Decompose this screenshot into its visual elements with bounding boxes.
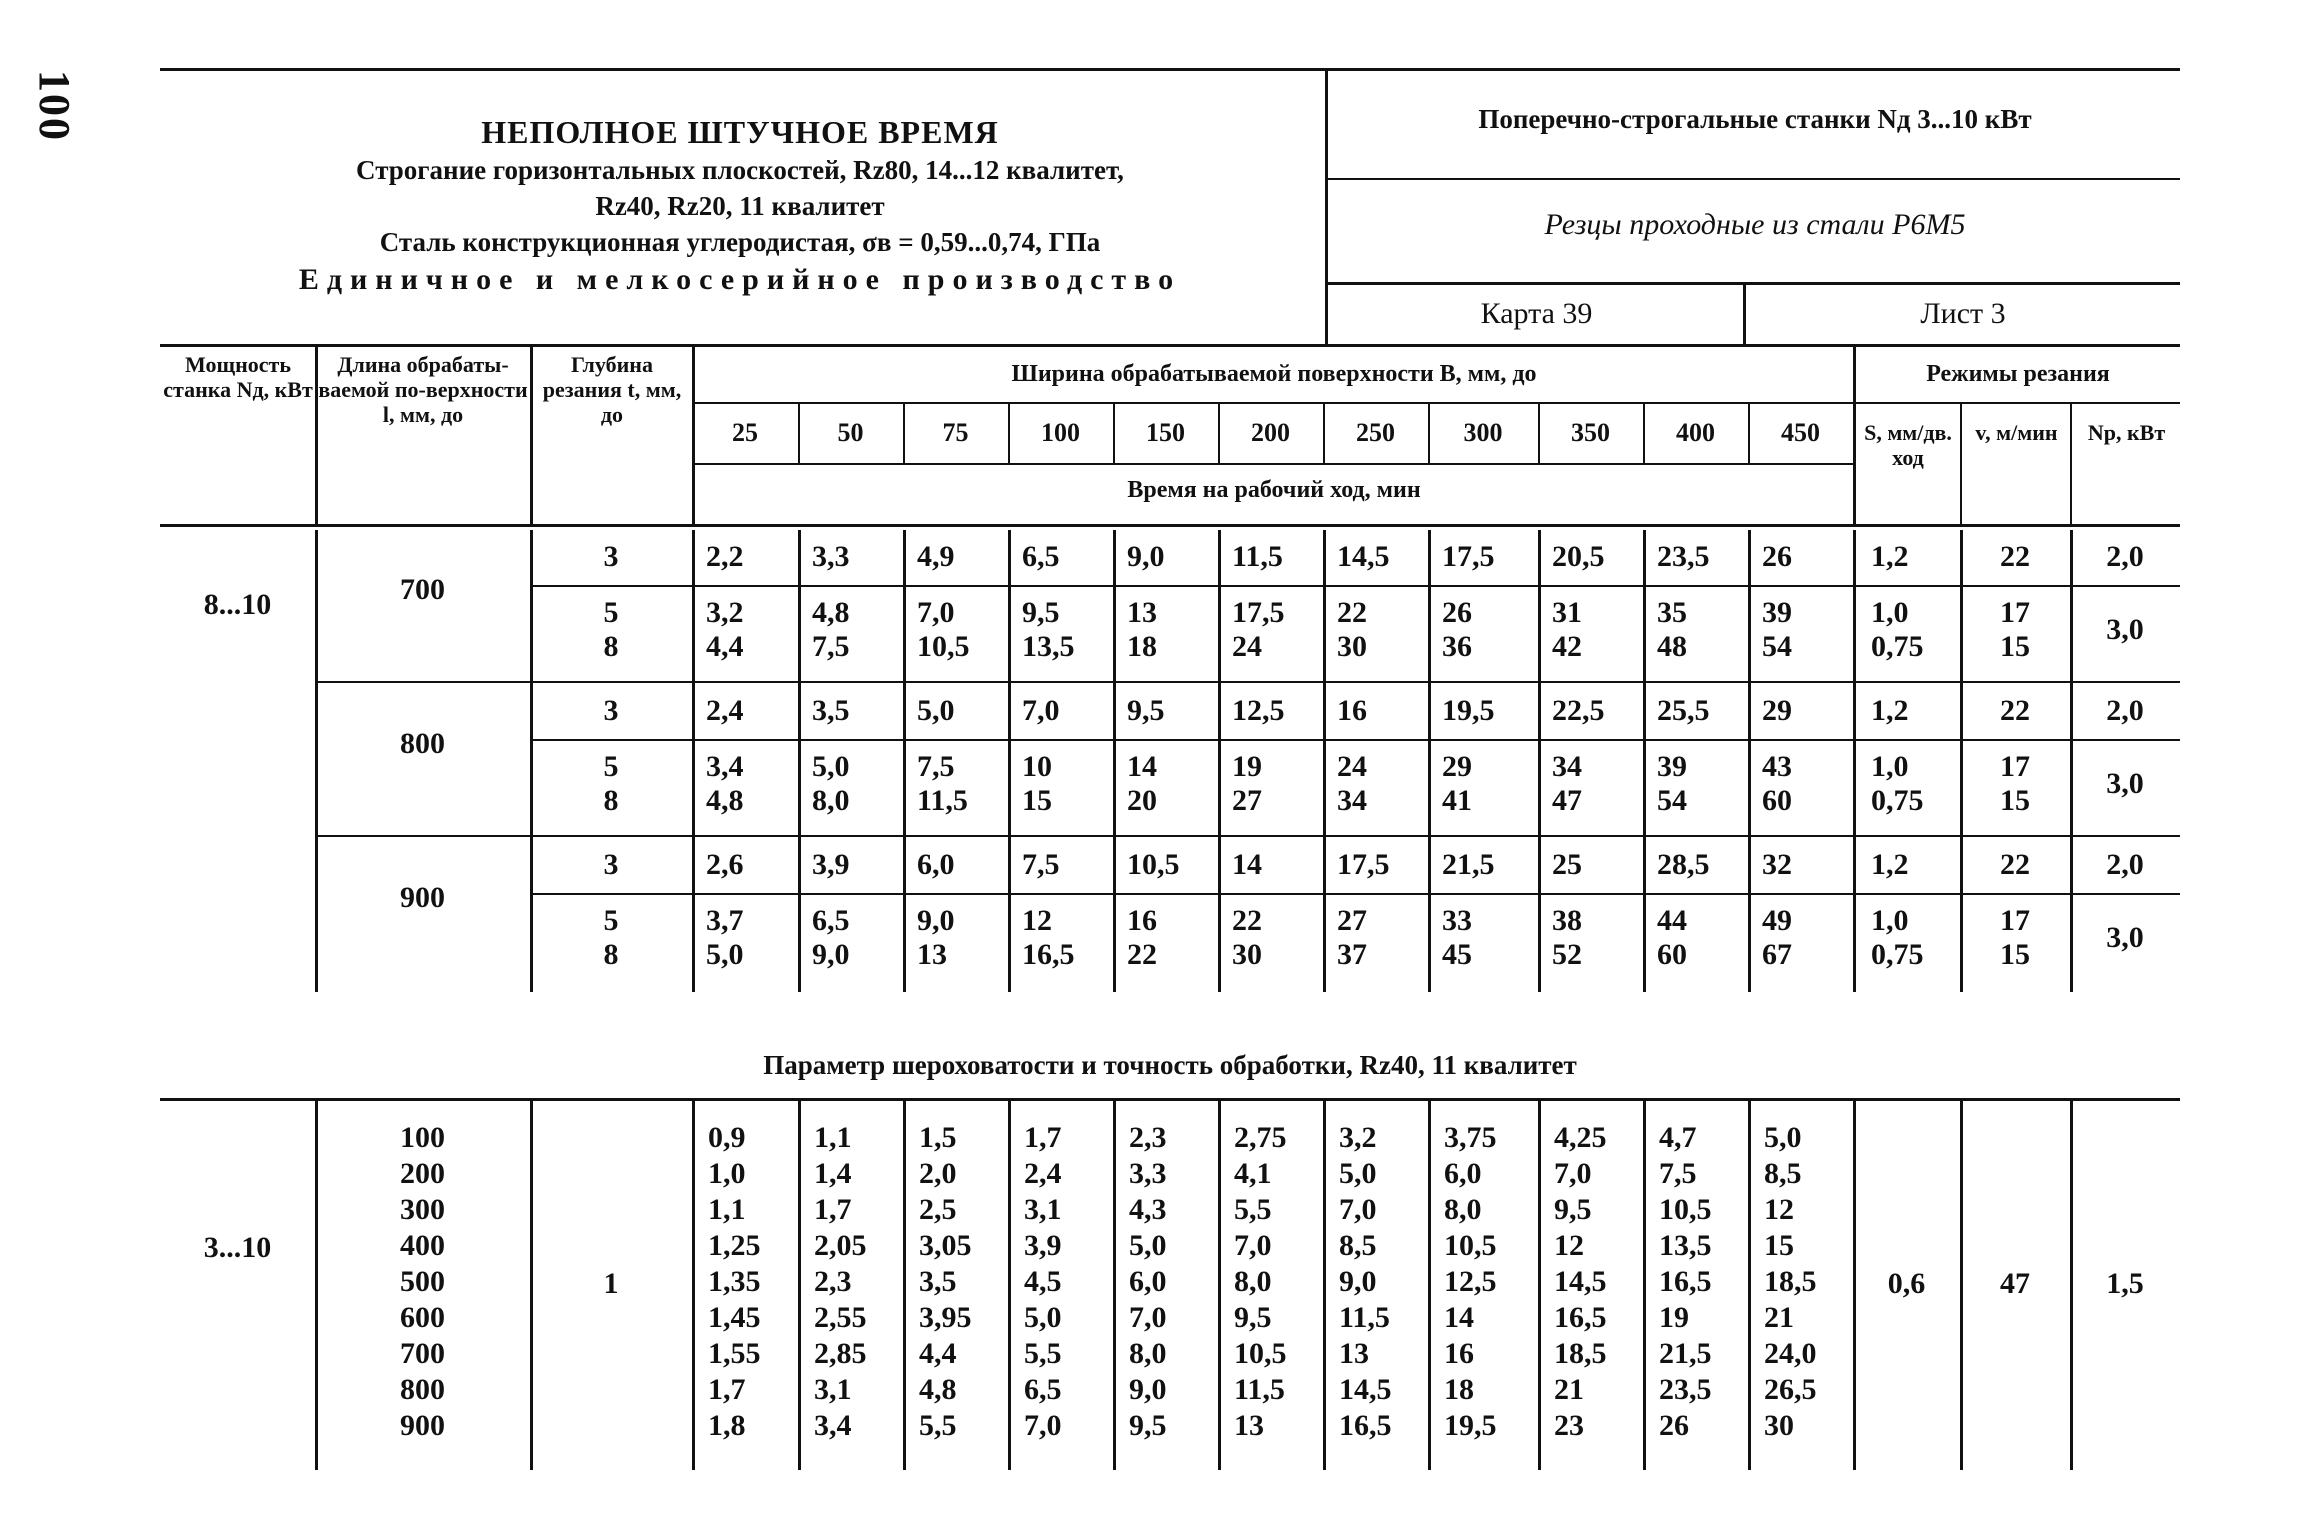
time-g1-r0-c8: 22,5 — [1552, 694, 1605, 727]
table-2-top-rule — [160, 1098, 2180, 1101]
t2-vline-12 — [1643, 1098, 1646, 1470]
time-g1-r1-c5: 19 27 — [1232, 750, 1262, 817]
t2-vline-5 — [903, 1098, 906, 1470]
time-g1-r1-c2: 7,5 11,5 — [917, 750, 968, 817]
title-sub-1: Строгание горизонтальных плоскостей, Rz80, 14...12 квалитет, — [356, 155, 1124, 185]
right-rule-2 — [1325, 282, 2180, 285]
time-g2-r0-c4: 10,5 — [1127, 848, 1180, 881]
time-g1-r0-c5: 12,5 — [1232, 694, 1285, 727]
row-rule-g0-r1 — [530, 681, 2180, 683]
s-g1-r0: 1,2 — [1871, 694, 1909, 727]
power-table-2: 3...10 — [203, 1231, 272, 1264]
width-value-300: 300 — [1463, 418, 1503, 447]
time-g0-r1-c2: 7,0 10,5 — [917, 596, 970, 663]
time-g1-r1-c4: 14 20 — [1127, 750, 1157, 817]
time-g2-r1-c6: 27 37 — [1337, 904, 1367, 971]
width-group-rule — [692, 402, 1860, 404]
modes-group-rule — [1853, 402, 2180, 404]
body-vline-9 — [1323, 530, 1326, 992]
title-divider — [1325, 68, 1328, 344]
time-g2-r1-c0: 3,7 5,0 — [706, 904, 744, 971]
t2-time-col-4: 2,3 3,3 4,3 5,0 6,0 7,0 8,0 9,0 9,5 — [1129, 1121, 1167, 1442]
body-vline-3 — [692, 530, 695, 992]
t2-time-col-6: 3,2 5,0 7,0 8,5 9,0 11,5 13 14,5 16,5 — [1339, 1121, 1392, 1442]
time-g2-r0-c6: 17,5 — [1337, 848, 1390, 881]
title-sub-2: Rz40, Rz20, 11 квалитет — [595, 191, 885, 221]
col-header-power: Мощность станка Nд, кВт — [163, 352, 313, 402]
table-1-top-rule — [160, 344, 2180, 347]
machine-type: Поперечно-строгальные станки Nд 3...10 кВт — [1478, 104, 2032, 134]
col-header-length: Длина обрабаты-ваемой по-верхности l, мм, до — [318, 352, 528, 427]
time-g1-r1-c7: 29 41 — [1442, 750, 1472, 817]
time-g0-r1-c7: 26 36 — [1442, 596, 1472, 663]
s-table-2: 0,6 — [1887, 1267, 1926, 1300]
length-g0: 700 — [400, 573, 445, 606]
t2-vline-3 — [692, 1098, 695, 1470]
row-rule-g0-r0 — [530, 585, 2180, 587]
time-g1-r0-c10: 29 — [1762, 694, 1792, 727]
time-g0-r1-c8: 31 42 — [1552, 596, 1582, 663]
t2-vline-8 — [1218, 1098, 1221, 1470]
title-production: Единичное и мелкосерийное производство — [298, 263, 1182, 296]
col-header-modes: Режимы резания — [1926, 361, 2110, 387]
time-g2-r0-c3: 7,5 — [1022, 848, 1060, 881]
t2-time-col-9: 4,7 7,5 10,5 13,5 16,5 19 21,5 23,5 26 — [1659, 1121, 1712, 1442]
s-g0-r0: 1,2 — [1871, 540, 1909, 573]
time-g0-r0-c4: 9,0 — [1127, 540, 1165, 573]
col-header-time: Время на рабочий ход, мин — [1127, 477, 1421, 503]
t2-vline-11 — [1538, 1098, 1541, 1470]
np-g1-r1: 3,0 — [2106, 767, 2144, 800]
time-g2-r0-c10: 32 — [1762, 848, 1792, 881]
time-g0-r1-c0: 3,2 4,4 — [706, 596, 744, 663]
t2-time-col-0: 0,9 1,0 1,1 1,25 1,35 1,45 1,55 1,7 1,8 — [708, 1121, 761, 1442]
time-g2-r1-c2: 9,0 13 — [917, 904, 955, 971]
v-g1-r0: 22 — [2000, 694, 2030, 727]
time-g1-r1-c0: 3,4 4,8 — [706, 750, 744, 817]
depth-table-2: 1 — [603, 1267, 619, 1300]
t2-vline-9 — [1323, 1098, 1326, 1470]
depth-g0-r0: 3 — [603, 540, 619, 573]
width-col-vline-14 — [1853, 404, 1855, 464]
time-g1-r0-c3: 7,0 — [1022, 694, 1060, 727]
length-group-rule-1 — [315, 835, 530, 837]
modes-vline-np — [2070, 404, 2072, 527]
width-value-200: 200 — [1251, 418, 1290, 447]
power-table-1: 8...10 — [203, 588, 272, 621]
width-value-250: 250 — [1356, 418, 1395, 447]
top-rule — [160, 68, 2180, 71]
row-rule-g1-r1 — [530, 835, 2180, 837]
s-g0-r1: 1,0 0,75 — [1871, 596, 1924, 663]
time-g0-r1-c5: 17,5 24 — [1232, 596, 1285, 663]
width-value-25: 25 — [732, 418, 758, 447]
title-material: Сталь конструкционная углеродистая, σв = 0,59...0,74, ГПа — [379, 227, 1101, 257]
width-value-400: 400 — [1676, 418, 1715, 447]
time-g1-r1-c6: 24 34 — [1337, 750, 1367, 817]
tool-type: Резцы проходные из стали Р6М5 — [1544, 208, 1966, 241]
time-g0-r0-c0: 2,2 — [706, 540, 744, 573]
table-1-header-bottom-rule — [160, 524, 2180, 527]
time-g2-r0-c1: 3,9 — [812, 848, 850, 881]
time-g1-r1-c8: 34 47 — [1552, 750, 1582, 817]
depth-g2-r0: 3 — [603, 848, 619, 881]
row-rule-g2-r0 — [530, 893, 2180, 895]
time-g1-r0-c6: 16 — [1337, 694, 1367, 727]
time-g1-r0-c7: 19,5 — [1442, 694, 1495, 727]
time-g2-r0-c9: 28,5 — [1657, 848, 1710, 881]
time-g2-r1-c9: 44 60 — [1657, 904, 1687, 971]
width-values-rule — [692, 463, 1853, 465]
modes-vline-v — [1960, 404, 1962, 527]
time-g0-r0-c2: 4,9 — [917, 540, 955, 573]
time-g1-r1-c3: 10 15 — [1022, 750, 1052, 817]
time-g2-r1-c10: 49 67 — [1762, 904, 1792, 971]
body-vline-4 — [798, 530, 801, 992]
time-g2-r1-c4: 16 22 — [1127, 904, 1157, 971]
lengths-table-2: 100 200 300 400 500 600 700 800 900 — [400, 1121, 445, 1442]
time-g1-r1-c1: 5,0 8,0 — [812, 750, 850, 817]
v-g2-r0: 22 — [2000, 848, 2030, 881]
t2-vline-10 — [1428, 1098, 1431, 1470]
body-vline-5 — [903, 530, 906, 992]
time-g1-r0-c4: 9,5 — [1127, 694, 1165, 727]
width-value-75: 75 — [942, 418, 969, 447]
np-g1-r0: 2,0 — [2106, 694, 2144, 727]
right-rule-1 — [1325, 178, 2180, 180]
length-group-rule-0 — [315, 681, 530, 683]
time-g0-r1-c1: 4,8 7,5 — [812, 596, 850, 663]
depth-g1-r0: 3 — [603, 694, 619, 727]
time-g2-r0-c7: 21,5 — [1442, 848, 1495, 881]
time-g0-r0-c1: 3,3 — [812, 540, 850, 573]
t2-time-col-1: 1,1 1,4 1,7 2,05 2,3 2,55 2,85 3,1 3,4 — [814, 1121, 867, 1442]
np-g0-r0: 2,0 — [2106, 540, 2144, 573]
time-g0-r0-c7: 17,5 — [1442, 540, 1495, 573]
time-g0-r0-c10: 26 — [1762, 540, 1792, 573]
s-g2-r1: 1,0 0,75 — [1871, 904, 1924, 971]
section-2-title: Параметр шероховатости и точность обработки, Rz40, 11 квалитет — [763, 1050, 1577, 1080]
time-g0-r0-c8: 20,5 — [1552, 540, 1605, 573]
length-g2: 900 — [400, 881, 445, 914]
t2-vline-7 — [1113, 1098, 1116, 1470]
time-g2-r0-c2: 6,0 — [917, 848, 955, 881]
col-header-depth: Глубина резания t, мм, до — [542, 352, 682, 427]
np-g2-r1: 3,0 — [2106, 921, 2144, 954]
s-g1-r1: 1,0 0,75 — [1871, 750, 1924, 817]
col-header-v: v, м/мин — [1975, 420, 2058, 445]
t2-time-col-10: 5,0 8,5 12 15 18,5 21 24,0 26,5 30 — [1764, 1121, 1817, 1442]
np-g0-r1: 3,0 — [2106, 613, 2144, 646]
body-vline-12 — [1643, 530, 1646, 992]
title-main: НЕПОЛНОЕ ШТУЧНОЕ ВРЕМЯ — [481, 114, 999, 150]
time-g0-r0-c6: 14,5 — [1337, 540, 1390, 573]
time-g1-r0-c9: 25,5 — [1657, 694, 1710, 727]
time-g2-r1-c1: 6,5 9,0 — [812, 904, 850, 971]
width-value-150: 150 — [1146, 418, 1185, 447]
time-g1-r1-c10: 43 60 — [1762, 750, 1792, 817]
time-g2-r1-c7: 33 45 — [1442, 904, 1472, 971]
width-value-350: 350 — [1571, 418, 1610, 447]
body-vline-7 — [1113, 530, 1116, 992]
length-g1: 800 — [400, 727, 445, 760]
v-g0-r1: 17 15 — [2000, 596, 2030, 663]
time-g1-r0-c2: 5,0 — [917, 694, 955, 727]
time-g2-r1-c3: 12 16,5 — [1022, 904, 1075, 971]
time-g0-r1-c6: 22 30 — [1337, 596, 1367, 663]
time-g1-r0-c0: 2,4 — [706, 694, 744, 727]
v-g1-r1: 17 15 — [2000, 750, 2030, 817]
col-header-width-group: Ширина обрабатываемой поверхности В, мм, до — [1011, 361, 1537, 387]
body-vline-11 — [1538, 530, 1541, 992]
card-number: Карта 39 — [1480, 297, 1593, 330]
v-g2-r1: 17 15 — [2000, 904, 2030, 971]
t2-vline-6 — [1008, 1098, 1011, 1470]
time-g0-r1-c9: 35 48 — [1657, 596, 1687, 663]
np-table-2: 1,5 — [2106, 1267, 2144, 1300]
depth-g1-r1: 5 8 — [603, 750, 619, 817]
time-g0-r1-c10: 39 54 — [1762, 596, 1792, 663]
t2-time-col-5: 2,75 4,1 5,5 7,0 8,0 9,5 10,5 11,5 13 — [1234, 1121, 1287, 1442]
time-g1-r0-c1: 3,5 — [812, 694, 850, 727]
title-block — [160, 112, 1320, 300]
time-g2-r0-c5: 14 — [1232, 848, 1262, 881]
time-g0-r0-c3: 6,5 — [1022, 540, 1060, 573]
time-g0-r1-c3: 9,5 13,5 — [1022, 596, 1075, 663]
time-g0-r0-c9: 23,5 — [1657, 540, 1710, 573]
body-vline-6 — [1008, 530, 1011, 992]
row-rule-g1-r0 — [530, 739, 2180, 741]
t2-time-col-8: 4,25 7,0 9,5 12 14,5 16,5 18,5 21 23 — [1554, 1121, 1607, 1442]
t2-vline-13 — [1748, 1098, 1751, 1470]
body-vline-13 — [1748, 530, 1751, 992]
time-g0-r0-c5: 11,5 — [1232, 540, 1283, 573]
v-g0-r0: 22 — [2000, 540, 2030, 573]
body-vline-14 — [1853, 530, 1856, 992]
time-g1-r1-c9: 39 54 — [1657, 750, 1687, 817]
t2-time-col-3: 1,7 2,4 3,1 3,9 4,5 5,0 5,5 6,5 7,0 — [1024, 1121, 1062, 1442]
width-value-450: 450 — [1781, 418, 1820, 447]
v-table-2: 47 — [2000, 1267, 2030, 1300]
depth-g0-r1: 5 8 — [603, 596, 619, 663]
time-g2-r0-c8: 25 — [1552, 848, 1582, 881]
sheet-number: Лист 3 — [1920, 297, 2006, 330]
time-g0-r1-c4: 13 18 — [1127, 596, 1157, 663]
time-g2-r1-c8: 38 52 — [1552, 904, 1582, 971]
body-vline-8 — [1218, 530, 1221, 992]
body-vline-10 — [1428, 530, 1431, 992]
time-g2-r0-c0: 2,6 — [706, 848, 744, 881]
page-number: 100 — [30, 70, 79, 142]
np-g2-r0: 2,0 — [2106, 848, 2144, 881]
time-g2-r1-c5: 22 30 — [1232, 904, 1262, 971]
s-g2-r0: 1,2 — [1871, 848, 1909, 881]
t2-vline-4 — [798, 1098, 801, 1470]
t2-time-col-7: 3,75 6,0 8,0 10,5 12,5 14 16 18 19,5 — [1444, 1121, 1497, 1442]
col-header-s: S, мм/дв. ход — [1864, 420, 1952, 470]
width-value-100: 100 — [1041, 418, 1080, 447]
t2-time-col-2: 1,5 2,0 2,5 3,05 3,5 3,95 4,4 4,8 5,5 — [919, 1121, 972, 1442]
depth-g2-r1: 5 8 — [603, 904, 619, 971]
width-value-50: 50 — [837, 418, 864, 447]
col-header-np: Nр, кВт — [2087, 420, 2166, 445]
